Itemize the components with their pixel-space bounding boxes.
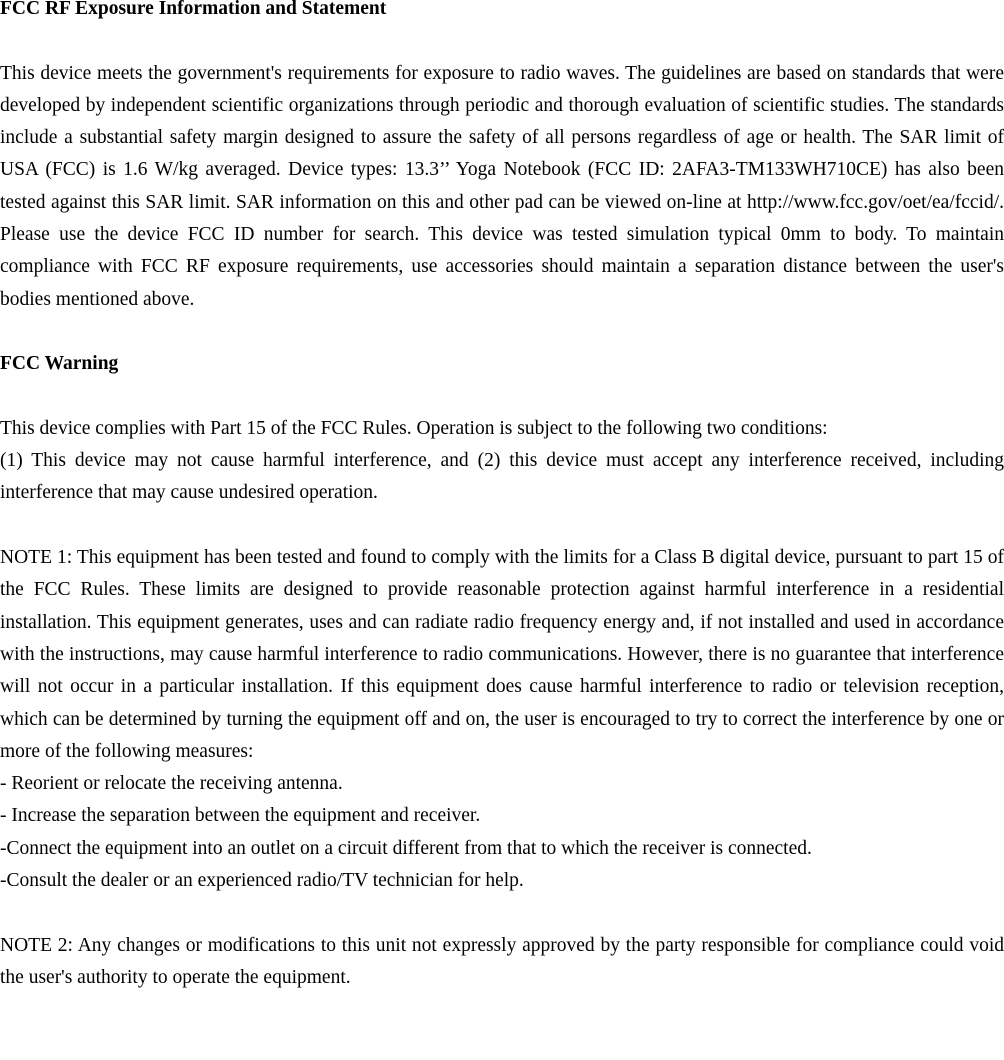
note1-measure-item: - Increase the separation between the equipment and receiver. [0, 805, 481, 827]
spacer [0, 381, 1004, 413]
note2-paragraph: NOTE 2: Any changes or modifications to this unit not expressly approved by the party responsible for compliance could void the user's authority to operate the equipment. [0, 934, 1004, 988]
rf-exposure-paragraph: This device meets the government's requirements for exposure to radio waves. The guidelines are based on standards that were developed by independent scientific organizations through periodic and thorough evaluation of scientific studies. The standards include a substantial safety margin designed to assure the safety of all persons regardless of age or health. The SAR limit of USA (FCC) is 1.6 W/kg averaged. Device types: 13.3’’ Yoga Notebook (FCC ID: 2AFA3-TM133WH710CE) has also been tested against this SAR limit. SAR information on this and other pad can be viewed on‐line at http://www.fcc.gov/oet/ea/fccid/. Please use the device FCC ID number for search. This device was tested simulation typical 0mm to body. To maintain compliance with FCC RF exposure requirements, use accessories should maintain a separation distance between the user's bodies mentioned above. [0, 62, 1004, 310]
note1-measure-item: -Consult the dealer or an experienced radio/TV technician for help. [0, 870, 524, 892]
fcc-warning-conditions: (1) This device may not cause harmful interference, and (2) this device must accept any interference received, including interference that may cause undesired operation. [0, 450, 1004, 504]
spacer [0, 316, 1004, 348]
fcc-warning-intro: This device complies with Part 15 of the FCC Rules. Operation is subject to the following two conditions: [0, 417, 828, 439]
spacer [0, 25, 1004, 57]
note1-paragraph: NOTE 1: This equipment has been tested and found to comply with the limits for a Class B digital device, pursuant to part 15 of the FCC Rules. These limits are designed to provide reasonable protection against harmful interference in a residential installation. This equipment generates, uses and can radiate radio frequency energy and, if not installed and used in accordance with the instructions, may cause harmful interference to radio communications. However, there is no guarantee that interference will not occur in a particular installation. If this equipment does cause harmful interference to radio or television reception, which can be determined by turning the equipment off and on, the user is encouraged to try to correct the interference by one or more of the following measures: [0, 547, 1004, 762]
fcc-warning-heading: FCC Warning [0, 353, 119, 375]
spacer [0, 897, 1004, 929]
note1-measure-item: -Connect the equipment into an outlet on a circuit different from that to which the receiver is connected. [0, 837, 812, 859]
rf-exposure-heading: FCC RF Exposure Information and Statement [0, 0, 387, 19]
note1-measure-item: - Reorient or relocate the receiving antenna. [0, 773, 343, 795]
spacer [0, 510, 1004, 542]
